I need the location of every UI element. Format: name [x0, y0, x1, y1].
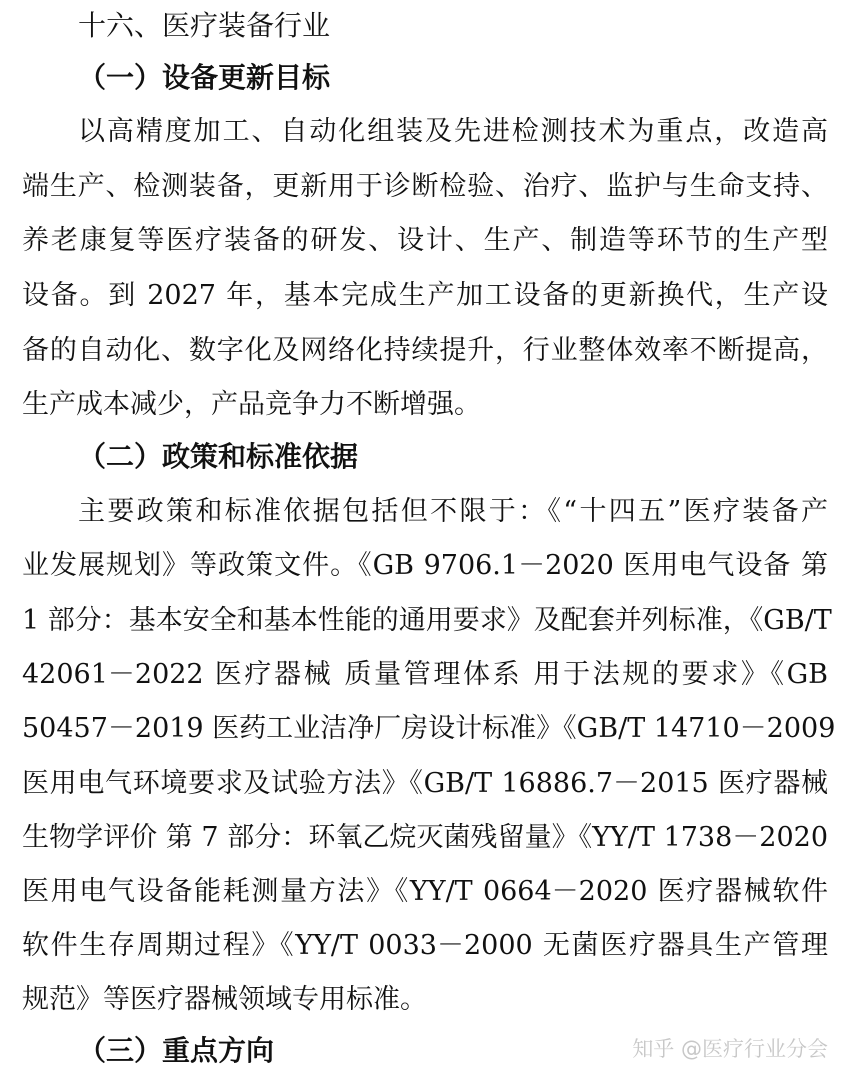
section-title: 十六、医疗装备行业: [78, 9, 331, 42]
paragraph-line: 软件生存周期过程》《YY/T 0033－2000 无菌医疗器具生产管理: [22, 930, 828, 961]
paragraph-line: 以高精度加工、自动化组装及先进检测技术为重点，改造高: [78, 116, 828, 147]
paragraph-line: 业发展规划》等政策文件。《GB 9706.1－2020 医用电气设备 第: [22, 550, 828, 581]
paragraph-line: 1 部分：基本安全和基本性能的通用要求》及配套并列标准，《GB/T: [22, 605, 832, 636]
watermark: 知乎 @医疗行业分会: [632, 1037, 828, 1061]
subsection-heading-1: （一）设备更新目标: [78, 61, 331, 94]
paragraph-line: 规范》等医疗器械领域专用标准。: [22, 984, 427, 1015]
paragraph-line: 50457－2019 医药工业洁净厂房设计标准》《GB/T 14710－2009: [22, 713, 836, 744]
paragraph-line: 医用电气设备能耗测量方法》《YY/T 0664－2020 医疗器械软件: [22, 876, 828, 907]
paragraph-line: 备的自动化、数字化及网络化持续提升，行业整体效率不断提高，: [22, 335, 828, 366]
subsection-heading-3: （三）重点方向: [78, 1034, 275, 1067]
subsection-heading-2: （二）政策和标准依据: [78, 440, 359, 473]
paragraph-line: 医用电气环境要求及试验方法》《GB/T 16886.7－2015 医疗器械: [22, 768, 828, 799]
paragraph-line: 端生产、检测装备，更新用于诊断检验、治疗、监护与生命支持、: [22, 171, 828, 202]
paragraph-line: 养老康复等医疗装备的研发、设计、生产、制造等环节的生产型: [22, 225, 828, 256]
paragraph-line: 主要政策和标准依据包括但不限于：《“十四五”医疗装备产: [78, 496, 828, 527]
paragraph-line: 生物学评价 第 7 部分：环氧乙烷灭菌残留量》《YY/T 1738－2020: [22, 822, 828, 853]
paragraph-line: 42061－2022 医疗器械 质量管理体系 用于法规的要求》《GB: [22, 659, 828, 690]
paragraph-line: 设备。到 2027 年，基本完成生产加工设备的更新换代，生产设: [22, 280, 828, 311]
paragraph-line: 生产成本减少，产品竞争力不断增强。: [22, 389, 481, 420]
